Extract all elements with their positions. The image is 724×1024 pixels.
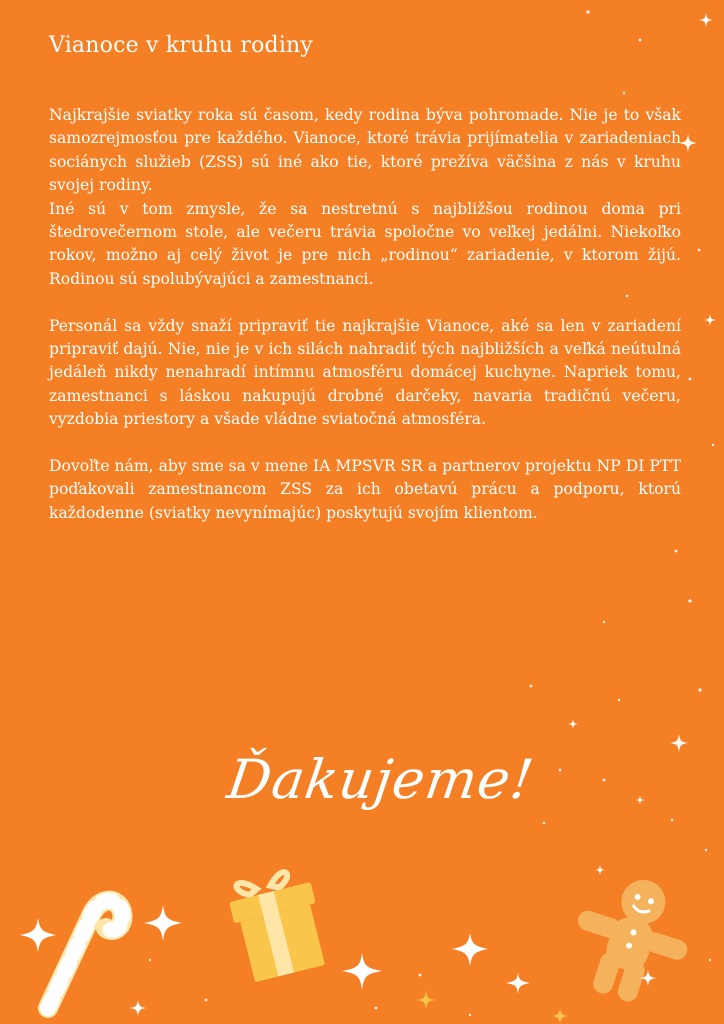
sparkle-cluster <box>0 880 724 1024</box>
sparkle-icon <box>130 1000 146 1016</box>
sparkle-icon <box>699 13 713 27</box>
body-text <box>49 104 681 549</box>
sparkle-icon <box>416 990 436 1010</box>
sparkle-icon <box>568 719 578 729</box>
sparkle-icon <box>452 933 488 966</box>
paragraph-line: Iné sú v tom zmysle, že sa nestretnú s najbližšou rodinou doma pri štedrovečernom stole, ale večeru trávia spoločne vo veľkej jedálni. Niekoľko rokov, možno aj celý život je pre nich „rodinou“ zariadenie, v ktorom žijú. Rodinou sú spolubývajúci a zamestnanci. <box>49 199 681 288</box>
sparkle-icon <box>636 796 645 805</box>
sparkle-icon <box>552 1008 568 1024</box>
sparkle-icon <box>144 905 182 941</box>
sparkle-icon <box>704 314 716 326</box>
paragraph-2 <box>49 315 681 432</box>
paragraph-3 <box>49 455 681 525</box>
sparkle-icon <box>506 972 530 994</box>
paragraph-1 <box>49 104 681 291</box>
sparkle-icon <box>670 734 688 752</box>
sparkle-icon <box>20 918 56 952</box>
sparkle-icon <box>640 970 656 986</box>
sparkle-icon <box>342 953 382 990</box>
thanks-script: Ďakujeme! <box>223 748 538 811</box>
page-title: Vianoce v kruhu rodiny <box>49 33 314 58</box>
sparkle-icon <box>679 134 697 152</box>
paragraph-line: Najkrajšie sviatky roka sú časom, kedy rodina býva pohromade. Nie je to však samozrejmosťou pre každého. Vianoce, ktoré trávia prijímatelia v zariadeniach sociánych služieb (ZSS) sú iné ako tie, ktoré prežíva väčšina z nás v kruhu svojej rodiny. <box>49 106 681 195</box>
paragraph-line: Personál sa vždy snaží pripraviť tie najkrajšie Vianoce, aké sa len v zariadení pripraviť dajú. Nie, nie je v ich silách nahradiť tých najbližších a veľká neútulná jedáleň nikdy nenahradí intímnu atmosféru domácej kuchyne. Napriek tomu, zamestnanci s láskou nakupujú drobné darčeky, navaria tradičnú večeru, vyzdobia priestory a všade vládne sviatočná atmosféra. <box>49 316 681 429</box>
paragraph-line: Dovoľte nám, aby sme sa v mene IA MPSVR SR a partnerov projektu NP DI PTT poďakovali zamestnancom ZSS za ich obetavú prácu a podporu, ktorú každodenne (sviatky nevynímajúc) poskytujú svojím klientom. <box>49 457 681 522</box>
